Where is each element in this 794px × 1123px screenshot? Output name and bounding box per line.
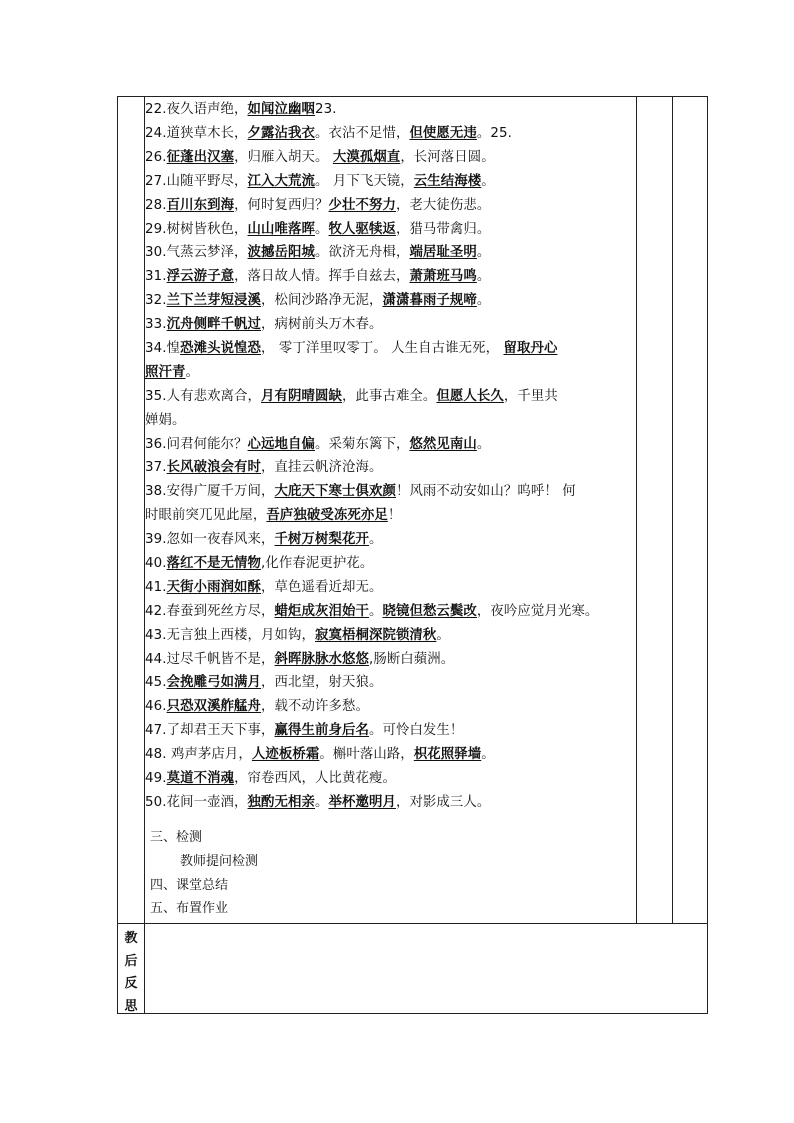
answer-text: 心远地自偏 — [247, 436, 315, 452]
answer-text: 百川东到海 — [166, 197, 235, 213]
line-text: 婵娟。 — [145, 412, 186, 428]
line-text: ，老大徒伤悲。 — [395, 197, 491, 213]
line-text: 23. — [315, 102, 337, 117]
poem-line — [145, 791, 635, 815]
answer-text: 大庇天下寒士俱欢颜 — [274, 484, 396, 500]
answer-text: 天街小雨润如酥 — [166, 579, 262, 595]
answer-text: 夕露沾我衣 — [247, 126, 315, 141]
reflection-char: 反 — [124, 976, 138, 991]
line-text: 35.人有悲欢离合， — [145, 388, 262, 404]
table-divider — [636, 96, 637, 923]
poem-line — [145, 624, 635, 648]
line-text: ，帘卷西风，人比黄花瘦。 — [234, 771, 396, 787]
line-text: 30.气蒸云梦泽， — [145, 245, 248, 261]
line-text: 。 — [185, 364, 199, 380]
line-text: ，病树前头万木春。 — [261, 317, 383, 333]
poem-line — [145, 600, 635, 624]
line-text: 22.夜久语声绝， — [145, 102, 248, 117]
line-text: 。 — [368, 532, 383, 548]
answer-text: 枳花照驿墙 — [413, 747, 482, 763]
line-text: 。 — [476, 245, 491, 261]
poem-line — [145, 337, 635, 361]
answer-text: 山山唯落晖 — [247, 221, 315, 237]
poem-line — [145, 719, 635, 743]
line-text: 。 月下飞天镜， — [315, 173, 414, 189]
section-homework: 五、布置作业 — [150, 901, 229, 916]
poem-line — [145, 289, 635, 313]
line-text: 36.问君何能尔？ — [145, 436, 248, 452]
section-test: 三、检测 — [150, 830, 203, 845]
line-text: 49. — [145, 771, 167, 787]
table-divider — [117, 923, 708, 924]
answer-text: 独酌无相亲 — [247, 794, 315, 810]
poem-line — [145, 241, 635, 265]
poem-line — [145, 480, 635, 504]
section-test-sub: 教师提问检测 — [180, 854, 259, 869]
poem-line — [145, 504, 635, 528]
line-text: 38.安得广厦千万间， — [145, 484, 275, 500]
reflection-label — [118, 928, 144, 1018]
answer-text: 端居耻圣明 — [409, 245, 477, 261]
answer-text: 沉舟侧畔千帆过 — [166, 317, 262, 333]
reflection-char: 后 — [124, 953, 138, 969]
line-text: 34.惶 — [145, 341, 181, 357]
line-text: 。 — [476, 436, 491, 452]
line-text: 。 — [481, 747, 495, 763]
line-text: 26. — [145, 149, 167, 165]
poem-line — [145, 385, 635, 409]
poem-line — [145, 552, 635, 576]
line-text: 41. — [145, 579, 167, 595]
answer-text: 赢得生前身后名 — [274, 723, 369, 739]
answer-text: 留取丹心 — [503, 341, 558, 357]
answer-text: 兰下兰芽短浸溪 — [166, 293, 262, 309]
answer-text: 如闻泣幽咽 — [247, 102, 315, 117]
table-divider — [672, 96, 673, 923]
line-text: 44.过尽千帆皆不是， — [145, 651, 275, 667]
answer-text: 寂寞梧桐深院锁清秋 — [315, 627, 437, 643]
line-text: 。25. — [476, 126, 512, 141]
line-text: 27.山随平野尽， — [145, 173, 248, 189]
line-text: 。 — [315, 794, 329, 810]
poem-lines — [145, 98, 635, 815]
line-text: 。欲济无舟楫， — [315, 245, 410, 261]
poem-line — [145, 648, 635, 672]
line-text: 40. — [145, 556, 167, 572]
answer-text: 吾庐独破受冻死亦足 — [266, 508, 388, 524]
answer-text: 云生结海楼 — [413, 173, 482, 189]
line-text: 43.无言独上西楼，月如钩， — [145, 627, 315, 643]
line-text: 。可怜白发生！ — [368, 723, 464, 739]
line-text: ，长河落日圆。 — [400, 149, 495, 165]
answer-text: 晓镜但愁云鬓改 — [382, 603, 477, 619]
answer-text: 大漠孤烟直 — [332, 149, 401, 165]
answer-text: 莫道不消魂 — [166, 771, 235, 787]
line-text: 45. — [145, 675, 167, 691]
line-text: 31. — [145, 269, 167, 285]
answer-text: 但愿人长久 — [436, 388, 504, 404]
poem-line — [145, 313, 635, 337]
line-text: 42.春蚕到死丝方尽， — [145, 603, 275, 619]
line-text: ,肠断白蘋洲。 — [368, 651, 455, 667]
poem-line — [145, 265, 635, 289]
line-text: 47.了却君王天下事， — [145, 723, 275, 739]
poem-line — [145, 528, 635, 552]
answer-text: 牧人驱犊返 — [328, 221, 396, 237]
answer-text: 潇潇暮雨子规啼 — [382, 293, 477, 309]
poem-line — [145, 194, 635, 218]
line-text: 32. — [145, 293, 167, 309]
answer-text: 恐滩头说惶恐 — [180, 341, 262, 357]
answer-text: 只恐双溪舴艋舟 — [166, 699, 262, 715]
answer-text: 会挽雕弓如满月 — [166, 675, 262, 691]
line-text: ，西北望，射天狼。 — [261, 675, 383, 691]
answer-text: 举杯邀明月 — [328, 794, 396, 810]
answer-text: 长风破浪会有时 — [166, 460, 262, 476]
answer-text: 江入大荒流 — [247, 173, 315, 189]
line-text: 29.树树皆秋色， — [145, 221, 248, 237]
answer-text: 征蓬出汉塞 — [166, 149, 235, 165]
reflection-char: 思 — [124, 998, 138, 1014]
reflection-char: 教 — [124, 931, 138, 946]
poem-line — [145, 671, 635, 695]
answer-text: 月有阴晴圆缺 — [261, 388, 342, 404]
answer-text: 千树万树梨花开 — [274, 532, 369, 548]
line-text: 。 — [476, 293, 491, 309]
poem-line — [145, 767, 635, 791]
answer-text: 浮云游子意 — [166, 269, 235, 285]
answer-text: 蜡炬成灰泪始干 — [274, 603, 369, 619]
poem-line — [145, 409, 635, 433]
line-text: 。 — [481, 173, 495, 189]
line-text: ！ — [387, 508, 402, 524]
line-text: ，何时复西归？ — [234, 197, 329, 213]
poem-line — [145, 122, 635, 146]
line-text: 33. — [145, 317, 167, 333]
poem-line — [145, 361, 635, 385]
line-text: ，草色遥看近却无。 — [261, 579, 383, 595]
line-text: 。采菊东篱下， — [315, 436, 410, 452]
poem-line — [145, 98, 635, 122]
line-text: ，载不动许多愁。 — [261, 699, 369, 715]
line-text: ，夜吟应觉月光寒。 — [476, 603, 599, 619]
line-text: ,化作春泥更护花。 — [261, 556, 374, 572]
line-text: ，归雁入胡天。 — [234, 149, 333, 165]
line-text: 48. 鸡声茅店月， — [145, 747, 252, 763]
line-text: ，对影成三人。 — [395, 794, 491, 810]
poem-line — [145, 170, 635, 194]
line-text: 时眼前突兀见此屋， — [145, 508, 267, 524]
poem-line — [145, 743, 635, 767]
line-text: ，直挂云帆济沧海。 — [261, 460, 383, 476]
line-text: ，落日故人情。挥手自兹去， — [234, 269, 410, 285]
line-text: 46. — [145, 699, 167, 715]
poem-line — [145, 456, 635, 480]
poem-line — [145, 576, 635, 600]
line-text: 。 — [436, 627, 450, 643]
answer-text: 少壮不努力 — [328, 197, 396, 213]
line-text: 50.花间一壶酒， — [145, 794, 248, 810]
poem-line — [145, 218, 635, 242]
answer-text: 照汗青 — [145, 364, 186, 380]
line-text: 39.忽如一夜春风来， — [145, 532, 275, 548]
line-text: ，千里共 — [503, 388, 558, 404]
answer-text: 悠然见南山 — [409, 436, 477, 452]
section-summary: 四、课堂总结 — [150, 878, 229, 893]
line-text: ， 零丁洋里叹零丁。 人生自古谁无死， — [261, 341, 504, 357]
poem-line — [145, 433, 635, 457]
line-text: ，此事古难全。 — [341, 388, 437, 404]
answer-text: 落红不是无情物 — [166, 556, 262, 572]
line-text: 。 — [368, 603, 383, 619]
line-text: 。 — [315, 221, 329, 237]
line-text: 24.道狭草木长， — [145, 126, 248, 141]
line-text: 。槲叶落山路， — [319, 747, 414, 763]
answer-text: 斜晖脉脉水悠悠 — [274, 651, 369, 667]
answer-text: 萧萧班马鸣 — [409, 269, 477, 285]
poem-line — [145, 695, 635, 719]
answer-text: 波撼岳阳城 — [247, 245, 315, 261]
line-text: 28. — [145, 197, 167, 213]
poem-line — [145, 146, 635, 170]
line-text: 。衣沾不足惜， — [315, 126, 410, 141]
line-text: 。 — [476, 269, 491, 285]
answer-text: 人迹板桥霜 — [251, 747, 320, 763]
line-text: ，猎马带禽归。 — [395, 221, 491, 237]
line-text: ，松间沙路净无泥， — [261, 293, 383, 309]
line-text: 37. — [145, 460, 167, 476]
answer-text: 但使愿无违 — [409, 126, 477, 141]
line-text: ！风雨不动安如山？呜呼！ 何 — [395, 484, 576, 500]
